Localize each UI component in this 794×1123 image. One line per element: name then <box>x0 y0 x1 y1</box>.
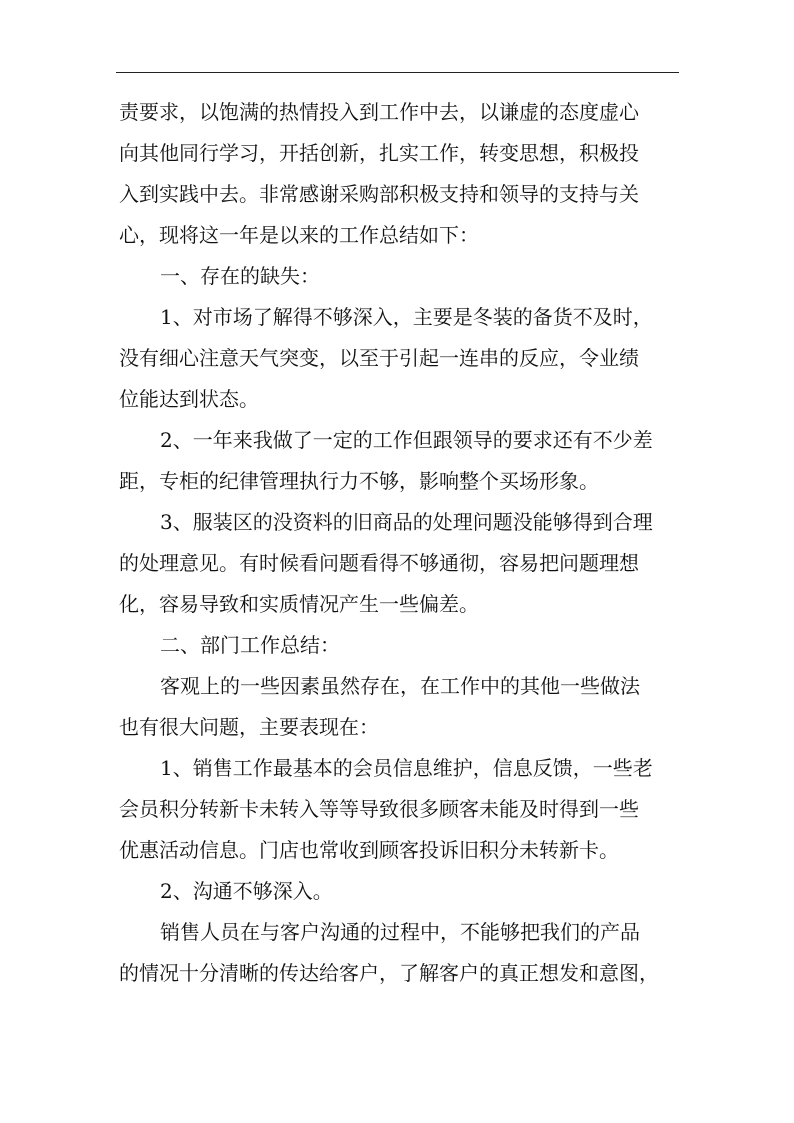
text-line-6: 1、对市场了解得不够深入，主要是冬装的备货不及时， <box>160 305 653 329</box>
body-text <box>119 92 679 994</box>
text-line-10: 距，专柜的纪律管理执行力不够，影响整个买场形象。 <box>119 469 599 493</box>
header-rule <box>116 72 679 73</box>
text-line-22: 的情况十分清晰的传达给客户，了解客户的真正想发和意图， <box>119 961 659 985</box>
text-line-20: 2、沟通不够深入。 <box>160 879 333 903</box>
text-line-18: 会员积分转新卡未转入等等导致很多顾客未能及时得到一些 <box>119 797 639 821</box>
text-line-7: 没有细心注意天气突变，以至于引起一连串的反应，令业绩 <box>119 346 639 370</box>
text-line-19: 优惠活动信息。门店也常收到顾客投诉旧积分未转新卡。 <box>119 838 619 862</box>
section-heading-department-summary: 二、部门工作总结： <box>160 633 340 657</box>
text-line-2: 向其他同行学习，开括创新，扎实工作，转变思想，积极投 <box>119 141 639 165</box>
text-line-3: 入到实践中去。非常感谢采购部积极支持和领导的支持与关 <box>119 182 639 206</box>
text-line-17: 1、销售工作最基本的会员信息维护，信息反馈，一些老 <box>160 756 653 780</box>
text-line-21: 销售人员在与客户沟通的过程中，不能够把我们的产品 <box>160 920 640 944</box>
text-line-8: 位能达到状态。 <box>119 387 259 411</box>
text-line-1: 责要求，以饱满的热情投入到工作中去，以谦虚的态度虚心 <box>119 100 639 124</box>
text-line-15: 客观上的一些因素虽然存在，在工作中的其他一些做法 <box>160 674 640 698</box>
text-line-11: 3、服装区的没资料的旧商品的处理问题没能够得到合理 <box>160 510 653 534</box>
text-line-4: 心，现将这一年是以来的工作总结如下： <box>119 223 479 247</box>
text-line-13: 化，容易导致和实质情况产生一些偏差。 <box>119 592 479 616</box>
text-line-12: 的处理意见。有时候看问题看得不够通彻，容易把问题理想 <box>119 551 639 575</box>
text-line-9: 2、一年来我做了一定的工作但跟领导的要求还有不少差 <box>160 428 653 452</box>
section-heading-shortcomings: 一、存在的缺失： <box>160 264 320 288</box>
text-line-16: 也有很大问题，主要表现在： <box>119 715 379 739</box>
